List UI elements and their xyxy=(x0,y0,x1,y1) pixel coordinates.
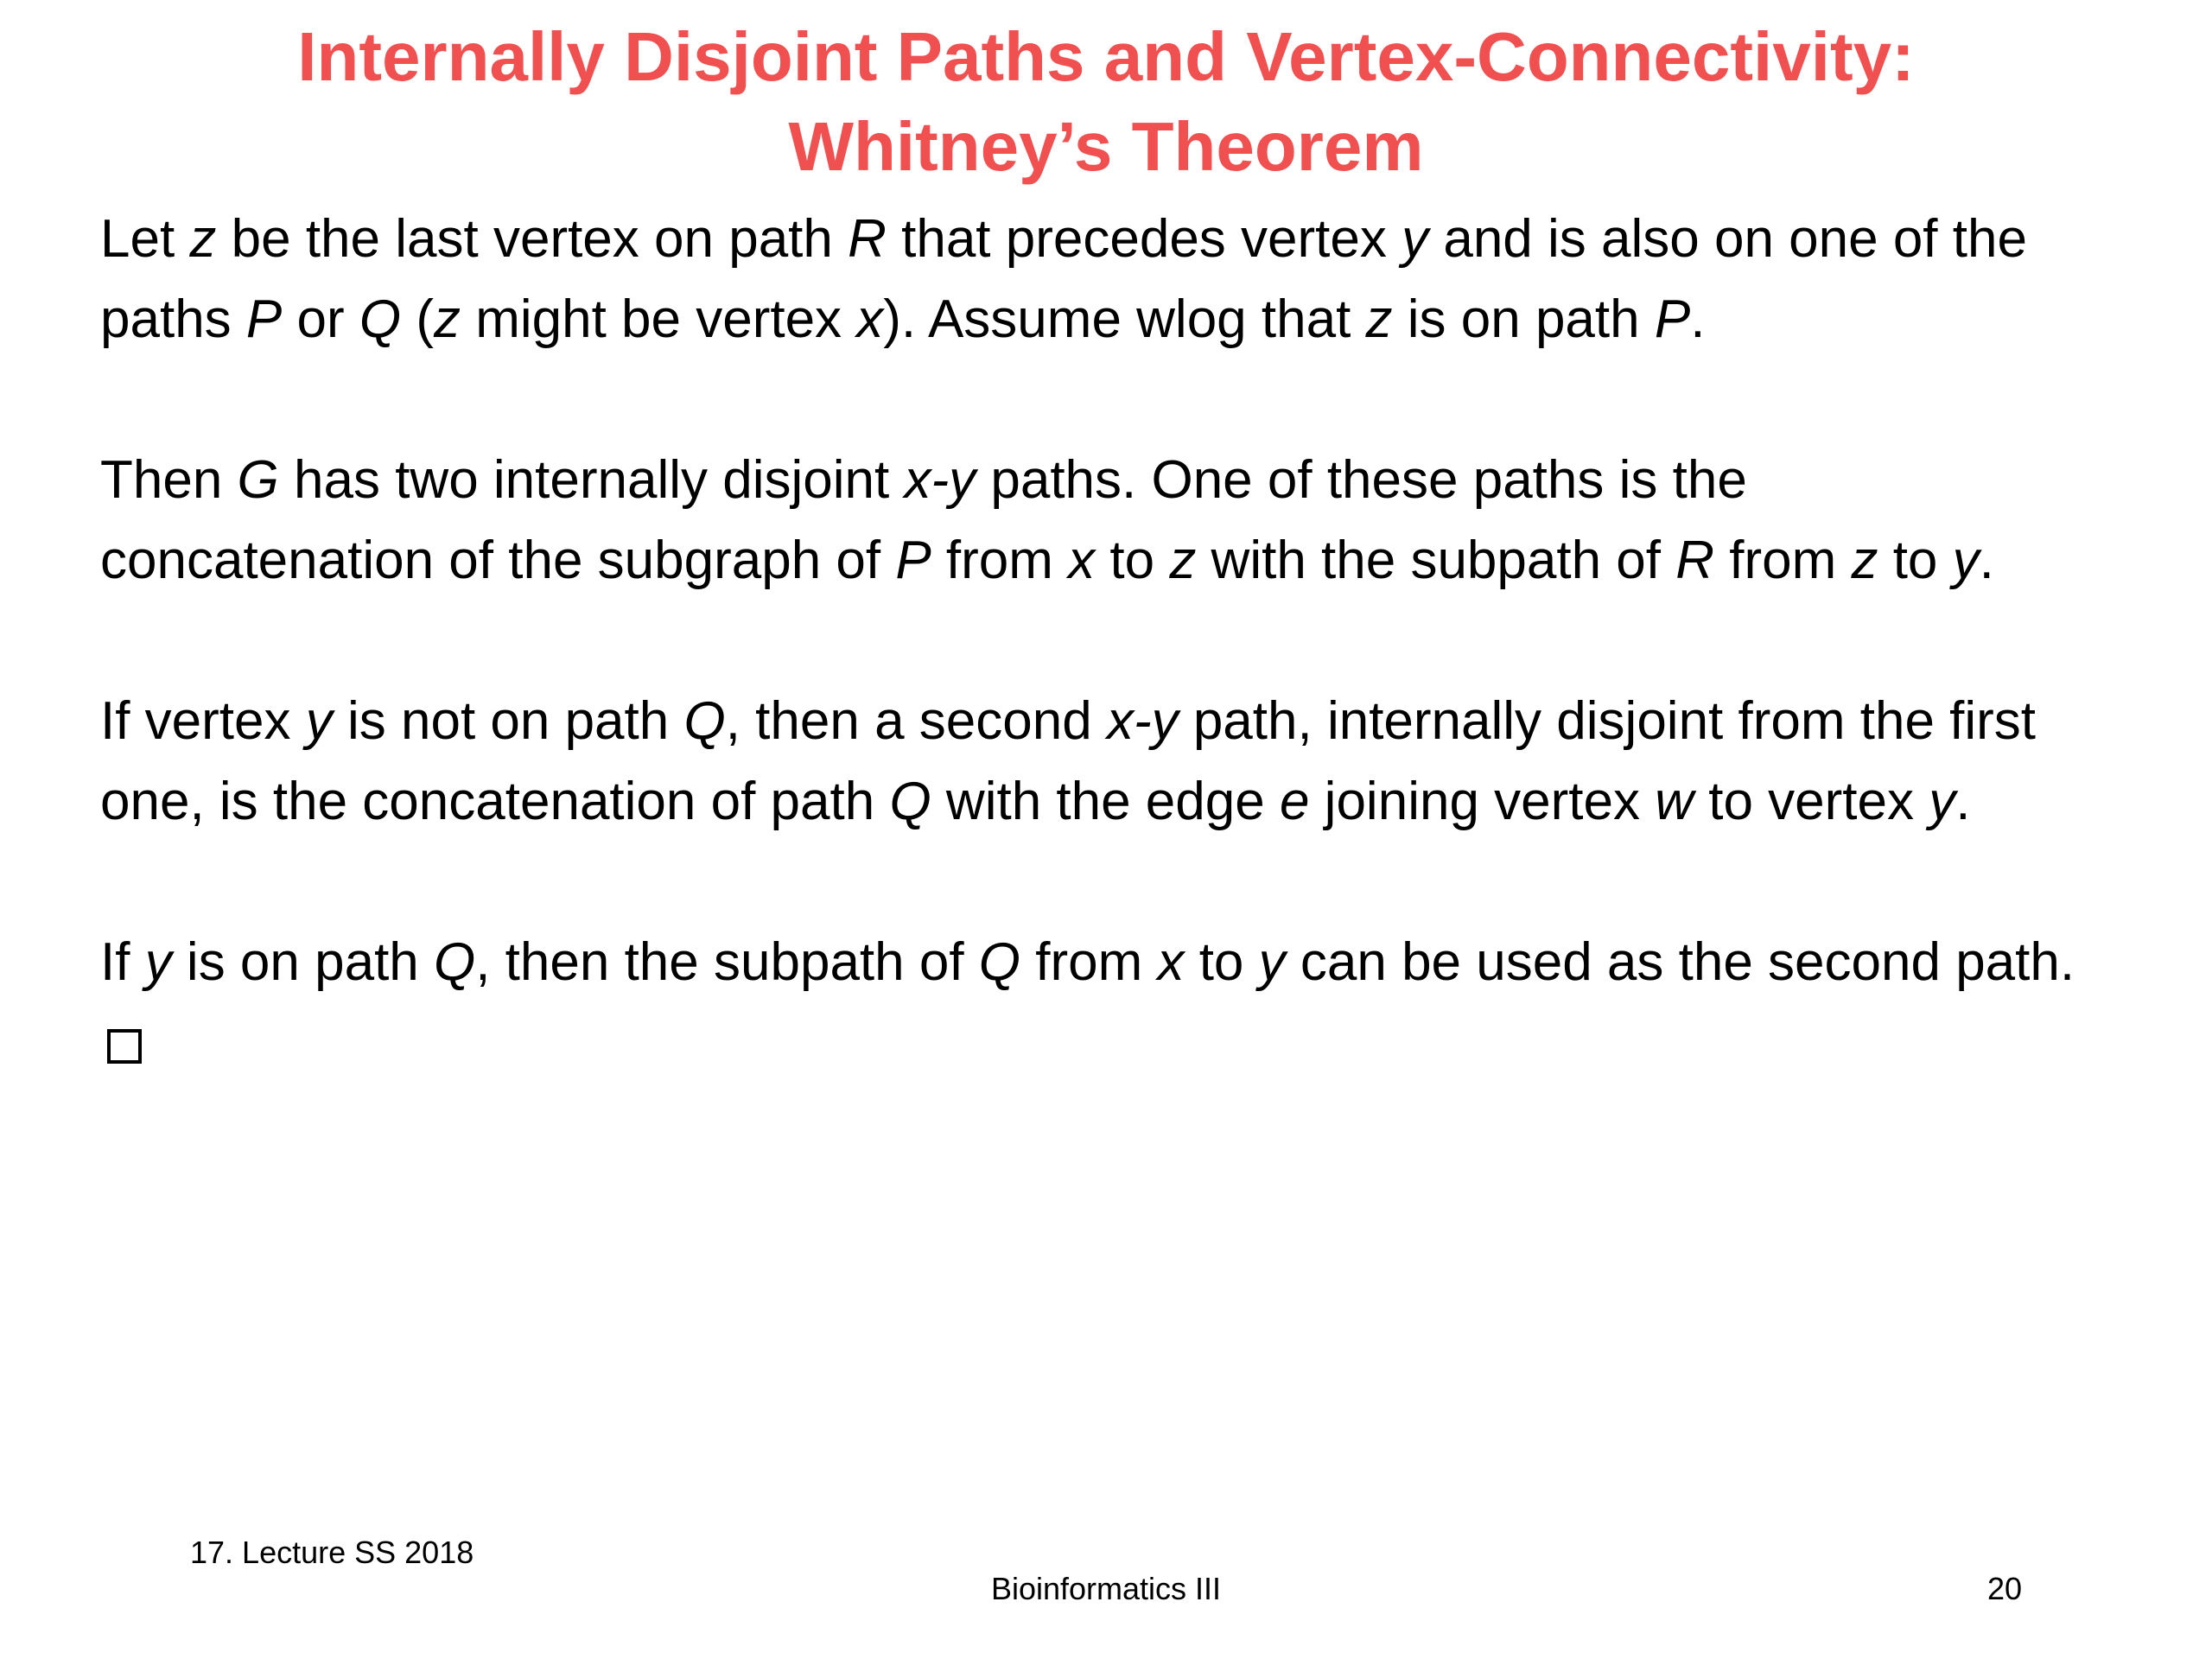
text-run: from xyxy=(931,531,1069,590)
paragraph xyxy=(100,922,2174,1083)
math-symbol: P xyxy=(1654,289,1691,349)
text-run: If vertex xyxy=(100,691,306,751)
text-run: . xyxy=(1979,531,1994,590)
footer-lecture: 17. Lecture SS 2018 xyxy=(190,1535,474,1570)
math-symbol: x xyxy=(1157,932,1185,992)
title-line-1: Internally Disjoint Paths and Vertex-Connectivity: xyxy=(297,18,1915,95)
text-run: or xyxy=(282,289,359,349)
text-line xyxy=(100,922,2174,1002)
text-run: to vertex xyxy=(1694,772,1929,831)
math-symbol: y xyxy=(1402,209,1429,269)
text-run: can be used as the second path. xyxy=(1285,932,2075,992)
text-run: to xyxy=(1095,531,1170,590)
text-line xyxy=(100,681,2174,761)
text-run: from xyxy=(1714,531,1852,590)
title-line-2: Whitney’s Theorem xyxy=(788,108,1424,185)
text-run: , then the subpath of xyxy=(475,932,979,992)
text-run: Let xyxy=(100,209,190,269)
slide-body xyxy=(100,199,2174,1083)
text-run: ( xyxy=(401,289,434,349)
text-run: is on path xyxy=(1392,289,1655,349)
slide-title xyxy=(0,12,2212,192)
math-symbol: Q xyxy=(889,772,931,831)
text-run: that precedes vertex xyxy=(886,209,1402,269)
math-symbol: Q xyxy=(683,691,726,751)
math-symbol: x-y xyxy=(904,450,976,510)
text-line xyxy=(100,199,2174,279)
math-symbol: Q xyxy=(978,932,1021,992)
math-symbol: P xyxy=(895,531,931,590)
text-line xyxy=(100,761,2174,842)
text-run: joining vertex xyxy=(1309,772,1656,831)
math-symbol: Q xyxy=(434,932,476,992)
math-symbol: z xyxy=(1169,531,1197,590)
math-symbol: y xyxy=(1258,932,1286,992)
math-symbol: R xyxy=(848,209,887,269)
text-run: one, is the concatenation of path xyxy=(100,772,890,831)
text-run: . xyxy=(1690,289,1706,349)
math-symbol: z xyxy=(433,289,461,349)
text-run: . xyxy=(1955,772,1971,831)
math-symbol: e xyxy=(1279,772,1310,831)
math-symbol: w xyxy=(1655,772,1694,831)
text-run: to xyxy=(1184,932,1259,992)
text-run: with the edge xyxy=(931,772,1280,831)
math-symbol: Q xyxy=(359,289,402,349)
text-line xyxy=(100,520,2174,601)
text-run: has two internally disjoint xyxy=(278,450,905,510)
math-symbol: y xyxy=(1952,531,1980,590)
paragraph xyxy=(100,199,2174,359)
text-run: path, internally disjoint from the first xyxy=(1178,691,2037,751)
text-run: ). Assume wlog that xyxy=(883,289,1366,349)
math-symbol: y xyxy=(144,932,172,992)
paragraph xyxy=(100,681,2174,842)
math-symbol: z xyxy=(189,209,217,269)
text-run: Then xyxy=(100,450,238,510)
page-number: 20 xyxy=(1987,1571,2023,1606)
math-symbol: P xyxy=(245,289,283,349)
qed-line xyxy=(100,1002,2174,1083)
math-symbol: x xyxy=(856,289,884,349)
text-run: might be vertex xyxy=(460,289,857,349)
math-symbol: x-y xyxy=(1106,691,1179,751)
math-symbol: z xyxy=(1851,531,1878,590)
text-run: is not on path xyxy=(332,691,684,751)
text-run: from xyxy=(1020,932,1158,992)
math-symbol: y xyxy=(1929,772,1956,831)
paragraph xyxy=(100,440,2174,601)
text-run: paths xyxy=(100,289,246,349)
text-run: If xyxy=(100,932,145,992)
text-run: to xyxy=(1878,531,1953,590)
text-run: is on path xyxy=(171,932,434,992)
text-run: and is also on one of the xyxy=(1428,209,2027,269)
text-run: paths. One of these paths is the xyxy=(976,450,1747,510)
text-run: concatenation of the subgraph of xyxy=(100,531,896,590)
math-symbol: y xyxy=(305,691,333,751)
qed-square-icon xyxy=(107,1029,142,1064)
text-run: with the subpath of xyxy=(1196,531,1676,590)
footer-course: Bioinformatics III xyxy=(990,1571,1222,1606)
math-symbol: x xyxy=(1068,531,1096,590)
text-line xyxy=(100,279,2174,359)
math-symbol: z xyxy=(1365,289,1393,349)
text-run: be the last vertex on path xyxy=(216,209,849,269)
text-run: , then a second xyxy=(725,691,1107,751)
math-symbol: G xyxy=(237,450,279,510)
text-line xyxy=(100,440,2174,520)
math-symbol: R xyxy=(1675,531,1715,590)
